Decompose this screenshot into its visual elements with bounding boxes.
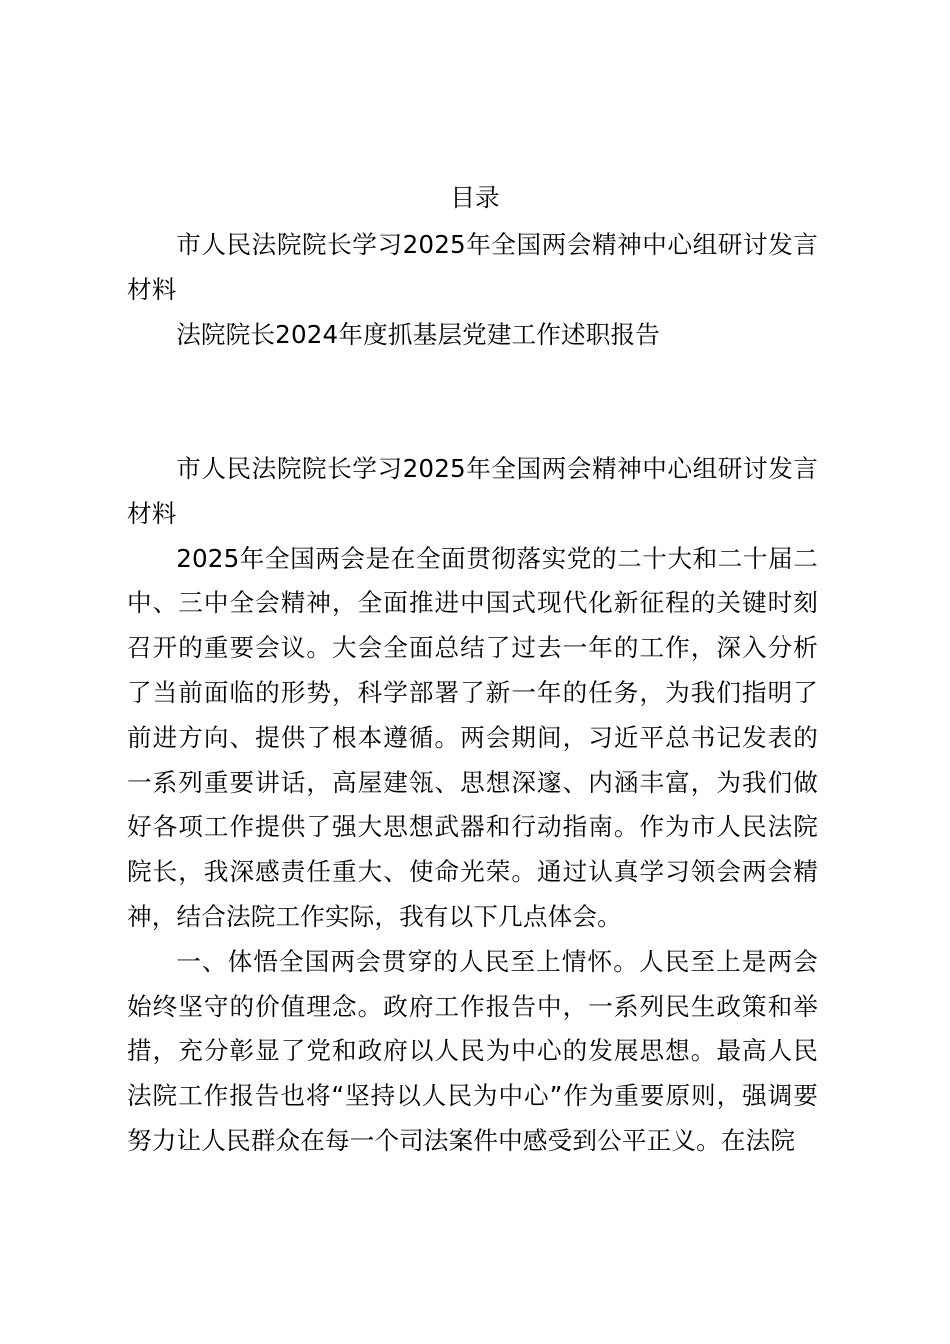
toc-item-1[interactable]: 市人民法院院长学习2025年全国两会精神中心组研讨发言材料	[127, 230, 818, 304]
article-body	[127, 447, 818, 1164]
article-paragraph-1: 2025年全国两会是在全面贯彻落实党的二十大和二十届二中、三中全会精神，全面推进中国式现代化新征程的关键时刻召开的重要会议。大会全面总结了过去一年的工作，深入分析了当前面临的形势，科学部署了新一年的任务，为我们指明了前进方向、提供了根本遵循。两会期间，习近平总书记发表的一系列重要讲话，高屋建瓴、思想深邃、内涵丰富，为我们做好各项工作提供了强大思想武器和行动指南。作为市人民法院院长，我深感责任重大、使命光荣。通过认真学习领会两会精神，结合法院工作实际，我有以下几点体会。	[127, 543, 818, 931]
toc-item-2[interactable]: 法院院长2024年度抓基层党建工作述职报告	[176, 319, 661, 349]
article-title: 市人民法院院长学习2025年全国两会精神中心组研讨发言材料	[127, 454, 818, 528]
toc-title: 目录	[450, 183, 500, 212]
toc-list	[127, 223, 818, 357]
article-paragraph-2: 一、体悟全国两会贯穿的人民至上情怀。人民至上是两会始终坚守的价值理念。政府工作报告中，一系列民生政策和举措，充分彰显了党和政府以人民为中心的发展思想。最高人民法院工作报告也将“坚持以人民为中心”作为重要原则，强调要努力让人民群众在每一个司法案件中感受到公平正义。在法院	[127, 946, 818, 1155]
